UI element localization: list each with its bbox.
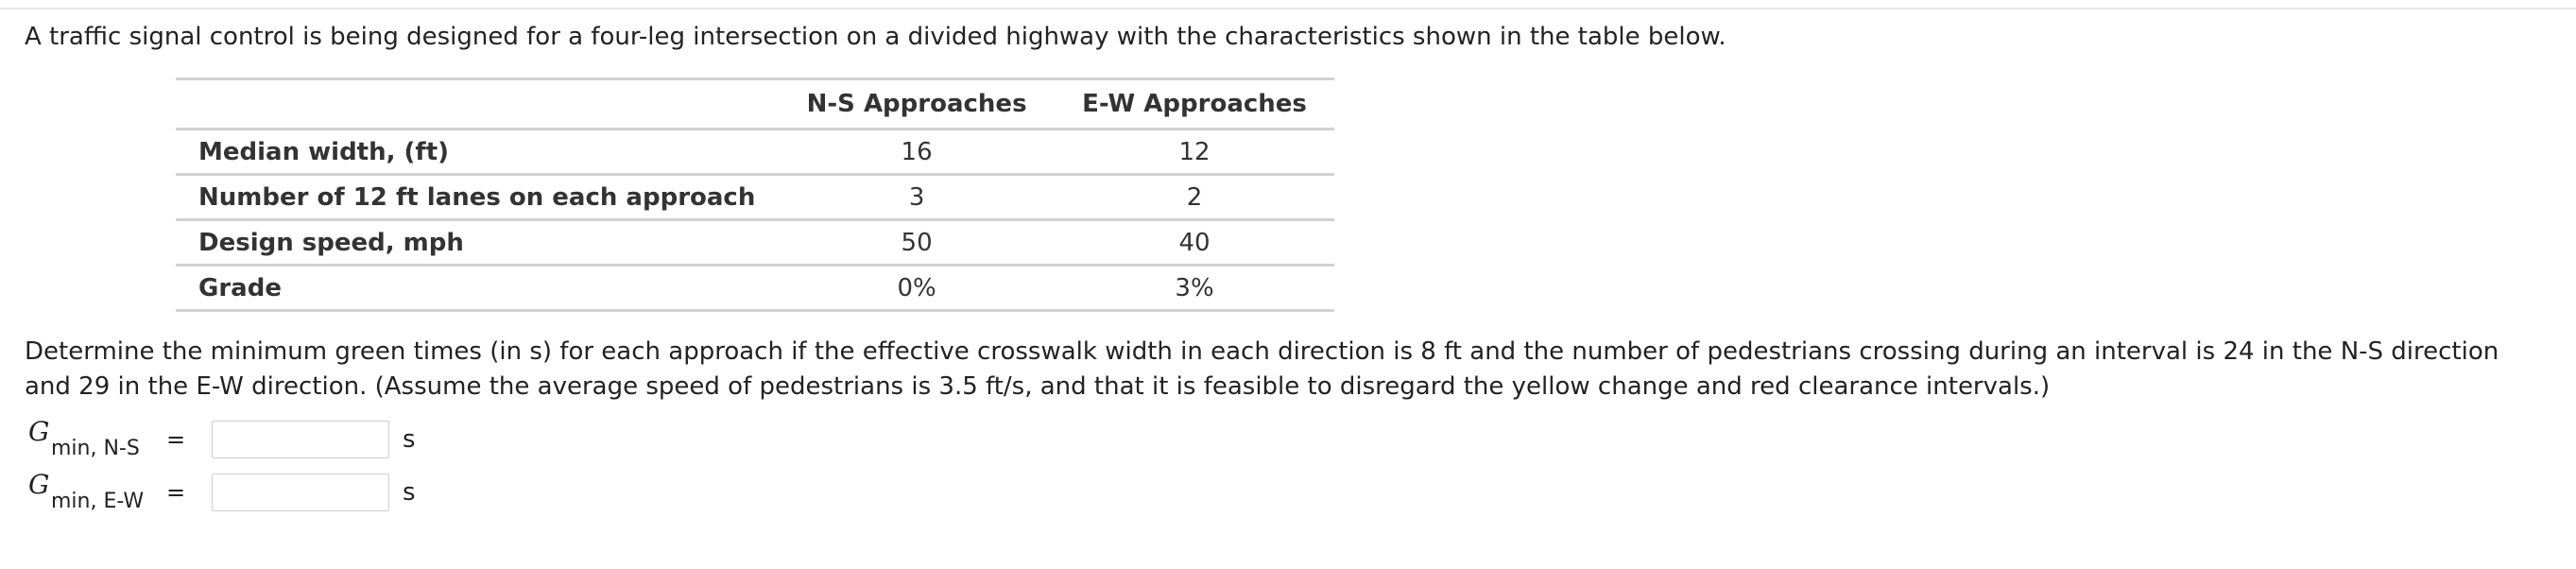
header-ns-approaches: N-S Approaches [779, 79, 1055, 129]
table-row [176, 175, 1334, 220]
header-ew-approaches: E-W Approaches [1055, 79, 1334, 129]
gmin-ew-input[interactable] [212, 474, 389, 511]
equals-sign: = [166, 479, 186, 506]
variable-label-ew [25, 469, 166, 516]
unit-label: s [403, 425, 416, 454]
problem-intro: A traffic signal control is being designed for a four-leg intersection on a divided highway with the characteristics shown in the table below. [25, 23, 1726, 51]
top-divider [0, 8, 2576, 9]
row-label: Number of 12 ft lanes on each approach [176, 175, 779, 220]
variable-subscript: min, E-W [51, 490, 145, 513]
ns-value: 3 [779, 175, 1055, 220]
row-label: Median width, (ft) [176, 129, 779, 175]
ns-value: 50 [779, 220, 1055, 266]
ew-value: 3% [1055, 266, 1334, 311]
answer-row-ew [25, 469, 416, 516]
variable-subscript: min, N-S [51, 437, 140, 460]
table-header-row [176, 79, 1334, 129]
characteristics-table [176, 78, 1334, 312]
table-row [176, 220, 1334, 266]
gmin-ns-input[interactable] [212, 421, 389, 458]
variable-symbol: G [28, 469, 50, 500]
row-label: Grade [176, 266, 779, 311]
unit-label: s [403, 478, 416, 507]
variable-label-ns [25, 416, 166, 463]
ns-value: 16 [779, 129, 1055, 175]
equals-sign: = [166, 426, 186, 453]
table-row [176, 266, 1334, 311]
variable-symbol: G [28, 416, 50, 447]
question-text: Determine the minimum green times (in s) for each approach if the effective crosswalk width in each direction is 8 ft and the number of pedestrians crossing during an interval is 24 in the N-S direction and 29 in the E-W direction. (Assume the average speed of pedestrians is 3.5 ft/s, and that it is feasible to disregard the yellow change and red clearance intervals.) [25, 337, 2499, 401]
ew-value: 12 [1055, 129, 1334, 175]
ew-value: 2 [1055, 175, 1334, 220]
header-blank [176, 79, 779, 129]
table-row [176, 129, 1334, 175]
answer-row-ns [25, 416, 416, 463]
row-label: Design speed, mph [176, 220, 779, 266]
ew-value: 40 [1055, 220, 1334, 266]
ns-value: 0% [779, 266, 1055, 311]
